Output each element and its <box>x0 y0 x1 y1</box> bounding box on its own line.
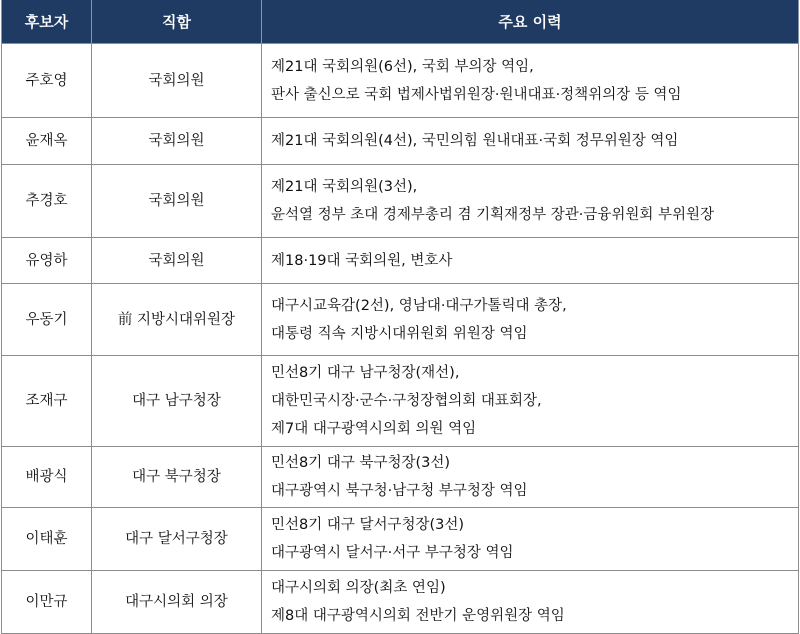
header-candidate: 후보자 <box>2 0 92 44</box>
career-line: 대한민국시장·군수·구청장협의회 대표회장, <box>271 393 542 409</box>
candidate-career <box>262 284 799 356</box>
career-line: 민선8기 대구 달서구청장(3선) <box>271 517 465 533</box>
candidate-name: 추경호 <box>2 165 92 238</box>
career-line: 민선8기 대구 남구청장(재선), <box>271 365 460 381</box>
table-row <box>2 571 799 634</box>
candidate-career <box>262 118 799 165</box>
header-position: 직함 <box>92 0 262 44</box>
career-line: 윤석열 정부 초대 경제부총리 겸 기획재정부 장관·금융위원회 부위원장 <box>271 207 715 223</box>
candidate-position: 국회의원 <box>92 44 262 118</box>
candidate-name: 유영하 <box>2 238 92 284</box>
table-row <box>2 238 799 284</box>
table-row <box>2 508 799 571</box>
candidate-position: 국회의원 <box>92 118 262 165</box>
candidate-career <box>262 447 799 508</box>
table-row <box>2 356 799 447</box>
candidate-name: 이만규 <box>2 571 92 634</box>
career-line: 제21대 국회의원(3선), <box>271 179 418 195</box>
career-line: 제21대 국회의원(6선), 국회 부의장 역임, <box>271 58 534 75</box>
table-row <box>2 284 799 356</box>
candidates-table <box>1 0 799 634</box>
candidate-name: 주호영 <box>2 44 92 118</box>
candidate-career <box>262 571 799 634</box>
career-line: 제21대 국회의원(4선), 국민의힘 원내대표·국회 정무위원장 역임 <box>271 133 679 149</box>
candidate-name: 이태훈 <box>2 508 92 571</box>
candidate-position: 대구 남구청장 <box>92 356 262 447</box>
header-row <box>2 0 799 44</box>
candidate-position: 前 지방시대위원장 <box>92 284 262 356</box>
table-row <box>2 44 799 118</box>
career-line: 제8대 대구광역시의회 전반기 운영위원장 역임 <box>271 608 565 624</box>
candidate-position: 대구 달서구청장 <box>92 508 262 571</box>
career-line: 대구광역시 북구청·남구청 부구청장 역임 <box>271 483 528 499</box>
candidate-position: 대구시의회 의장 <box>92 571 262 634</box>
candidate-name: 배광식 <box>2 447 92 508</box>
career-line: 제18·19대 국회의원, 변호사 <box>271 252 453 269</box>
candidate-name: 조재구 <box>2 356 92 447</box>
header-career: 주요 이력 <box>262 0 799 44</box>
career-line: 대구시교육감(2선), 영남대·대구가톨릭대 총장, <box>271 297 567 314</box>
career-line: 민선8기 대구 북구청장(3선) <box>271 455 451 471</box>
candidate-position: 국회의원 <box>92 238 262 284</box>
career-line: 대구시의회 의장(최초 연임) <box>271 580 446 596</box>
table-row <box>2 165 799 238</box>
career-line: 판사 출신으로 국회 법제사법위원장·원내대표·정책위의장 등 역임 <box>271 86 682 103</box>
candidate-career <box>262 238 799 284</box>
table-row <box>2 447 799 508</box>
candidate-position: 대구 북구청장 <box>92 447 262 508</box>
candidate-name: 우동기 <box>2 284 92 356</box>
candidate-position: 국회의원 <box>92 165 262 238</box>
career-line: 대구광역시 달서구·서구 부구청장 역임 <box>271 545 514 561</box>
table-row <box>2 118 799 165</box>
candidate-career <box>262 44 799 118</box>
candidate-career <box>262 165 799 238</box>
candidate-career <box>262 356 799 447</box>
candidate-name: 윤재옥 <box>2 118 92 165</box>
career-line: 제7대 대구광역시의회 의원 역임 <box>271 421 477 437</box>
candidate-career <box>262 508 799 571</box>
career-line: 대통령 직속 지방시대위원회 위원장 역임 <box>271 325 528 342</box>
